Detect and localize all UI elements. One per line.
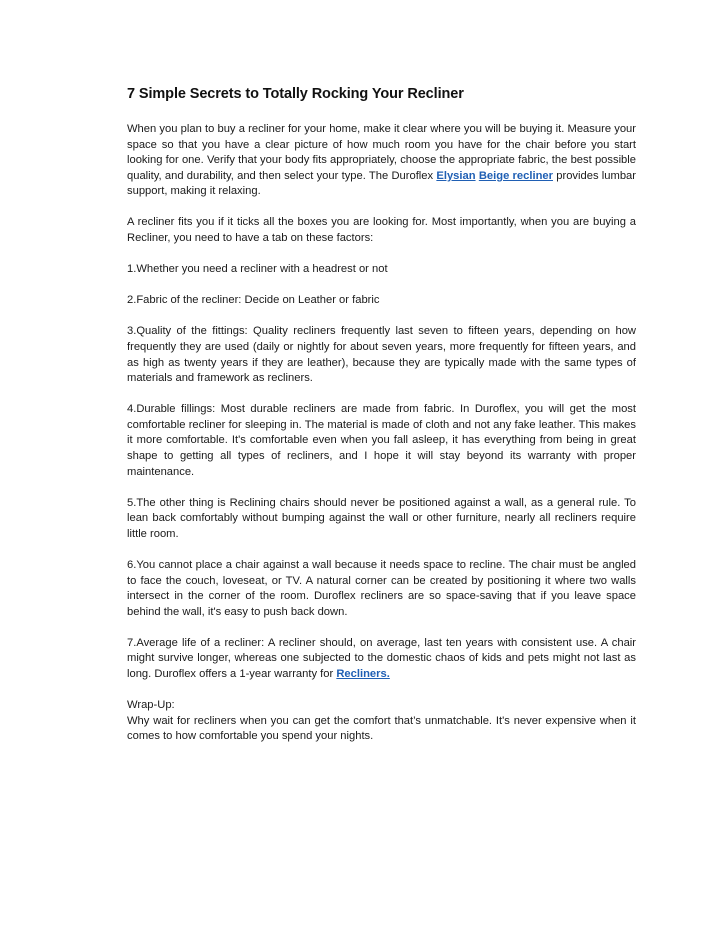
wrapup-heading: Wrap-Up: [127,699,175,712]
point-7 [127,636,636,683]
intro-text-end: provides lumbar support, making it relaxing. [127,169,636,198]
point-3: 3.Quality of the fittings: Quality recliners frequently last seven to fifteen years, depending on how frequently they are used (daily or nightly for about seven years, more frequently for fifteen years, and as high as twenty years if they are leather), because they are typically made with the same types of materials and framework as recliners. [127,325,636,385]
document-page [127,86,636,760]
point-4: 4.Durable fillings: Most durable recliners are made from fabric. In Duroflex, you will get the most comfortable recliner for sleeping in. The material is made of cloth and not any fake leather. This makes it more comfortable. It's comfortable even when you fall asleep, it has everything from being in great shape to getting all types of recliners, and I hope it will stay beyond its warranty with proper maintenance. [127,403,636,478]
point-1: 1.Whether you need a recliner with a headrest or not [127,263,388,276]
document-title: 7 Simple Secrets to Totally Rocking Your Recliner [127,86,464,102]
wrapup-text: Why wait for recliners when you can get the comfort that’s unmatchable. It's never expensive when it comes to how comfortable you spend your nights. [127,714,636,743]
intro-text: When you plan to buy a recliner for your home, make it clear where you will be buying it. Measure your space so that you have a clear picture of how much room you have for the chair before you start looking for one. Verify that your body fits appropriately, choose the appropriate fabric, the best possible quality, and durability, and then select your type. The Duroflex [127,123,636,182]
wrapup-paragraph [127,698,636,745]
point-5: 5.The other thing is Reclining chairs should never be positioned against a wall, as a general rule. To lean back comfortably without bumping against the wall or other furniture, nearly all recliners require little room. [127,496,636,540]
elysian-link[interactable]: Elysian [436,169,476,182]
recliners-link[interactable]: Recliners. [336,668,390,681]
point-7-text: 7.Average life of a recliner: A recliner should, on average, last ten years with consistent use. A chair might survive longer, whereas one subjected to the domestic chaos of kids and pets might not last as long. Duroflex offers a 1-year warranty for [127,636,636,681]
point-6: 6.You cannot place a chair against a wall because it needs space to recline. The chair must be angled to face the couch, loveseat, or TV. A natural corner can be created by positioning it where two walls intersect in the corner of the room. Duroflex recliners are so space-saving that if you leave space behind the wall, it's easy to push back down. [127,558,636,618]
intro-paragraph [127,122,636,200]
factors-paragraph: A recliner fits you if it ticks all the boxes you are looking for. Most importantly, when you are buying a Recliner, you need to have a tab on these factors: [127,216,636,245]
beige-recliner-link[interactable]: Beige recliner [478,169,553,182]
point-2: 2.Fabric of the recliner: Decide on Leather or fabric [127,294,380,307]
